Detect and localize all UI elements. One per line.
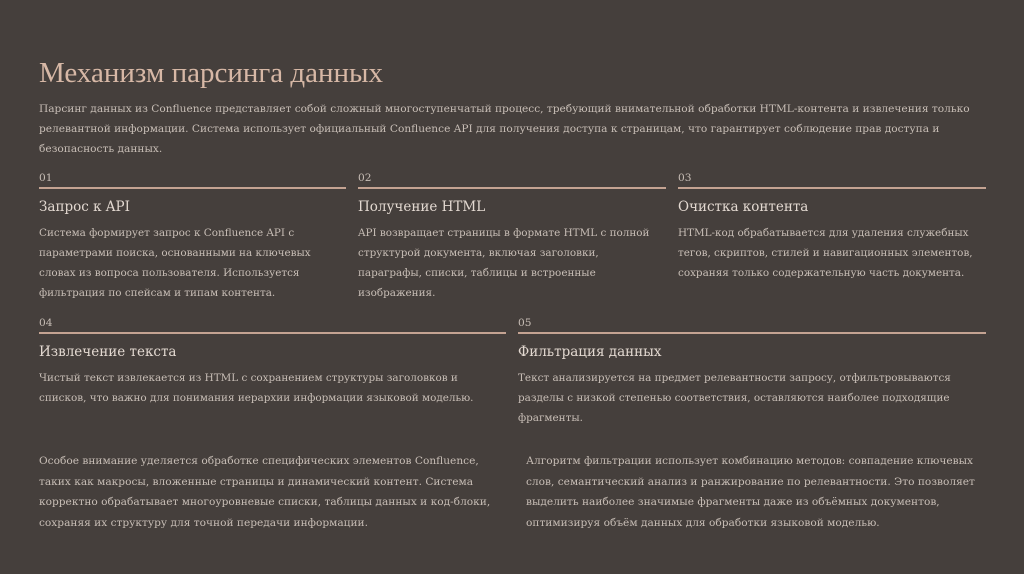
note-left: Особое внимание уделяется обработке специфических элементов Confluence, таких как макросы, вложенные страницы и динамический контент. Система корректно обрабатывает многоуровневые списки, таблицы данных и код-блоки, сохраняя их структуру для точной передачи информации. xyxy=(39,455,491,529)
step-description: Текст анализируется на предмет релевантности запросу, отфильтровываются разделы с низкой степенью соответствия, оставляются наиболее подходящие фрагменты. xyxy=(518,372,951,424)
step-number: 05 xyxy=(518,317,532,329)
step-03 xyxy=(678,171,986,283)
step-number: 03 xyxy=(678,172,692,184)
step-number: 04 xyxy=(39,317,53,329)
step-description: API возвращает страницы в формате HTML с полной структурой документа, включая заголовки, параграфы, списки, таблицы и встроенные изображения. xyxy=(358,227,650,299)
step-heading: Получение HTML xyxy=(358,199,486,215)
step-description: HTML-код обрабатывается для удаления служебных тегов, скриптов, стилей и навигационных элементов, сохраняя только содержательную часть документа. xyxy=(678,227,973,279)
step-divider xyxy=(39,187,346,189)
step-number: 02 xyxy=(358,172,372,184)
step-heading: Фильтрация данных xyxy=(518,344,662,360)
step-02 xyxy=(358,171,666,303)
step-number: 01 xyxy=(39,172,53,184)
step-description: Система формирует запрос к Confluence API с параметрами поиска, основанными на ключевых словах из вопроса пользователя. Используется фильтрация по спейсам и типам контента. xyxy=(39,227,311,299)
step-05 xyxy=(518,316,986,428)
step-description: Чистый текст извлекается из HTML с сохранением структуры заголовков и списков, что важно для понимания иерархии информации языковой моделью. xyxy=(39,372,474,404)
step-divider xyxy=(518,332,986,334)
page-title: Механизм парсинга данных xyxy=(39,57,384,90)
step-divider xyxy=(39,332,506,334)
step-heading: Очистка контента xyxy=(678,199,809,215)
intro-paragraph: Парсинг данных из Confluence представляет собой сложный многоступенчатый процесс, требующий внимательной обработки HTML-контента и извлечения только релевантной информации. Система использует официальный Confluence API для получения доступа к страницам, что гарантирует соблюдение прав доступа и безопасность данных. xyxy=(39,103,970,155)
step-04 xyxy=(39,316,506,408)
step-divider xyxy=(678,187,986,189)
step-01 xyxy=(39,171,346,303)
note-right: Алгоритм фильтрации использует комбинацию методов: совпадение ключевых слов, семантический анализ и ранжирование по релевантности. Это позволяет выделить наиболее значимые фрагменты даже из объёмных документов, оптимизируя объём данных для обработки языковой моделью. xyxy=(526,455,975,529)
step-heading: Извлечение текста xyxy=(39,344,177,360)
step-divider xyxy=(358,187,666,189)
step-heading: Запрос к API xyxy=(39,199,130,215)
